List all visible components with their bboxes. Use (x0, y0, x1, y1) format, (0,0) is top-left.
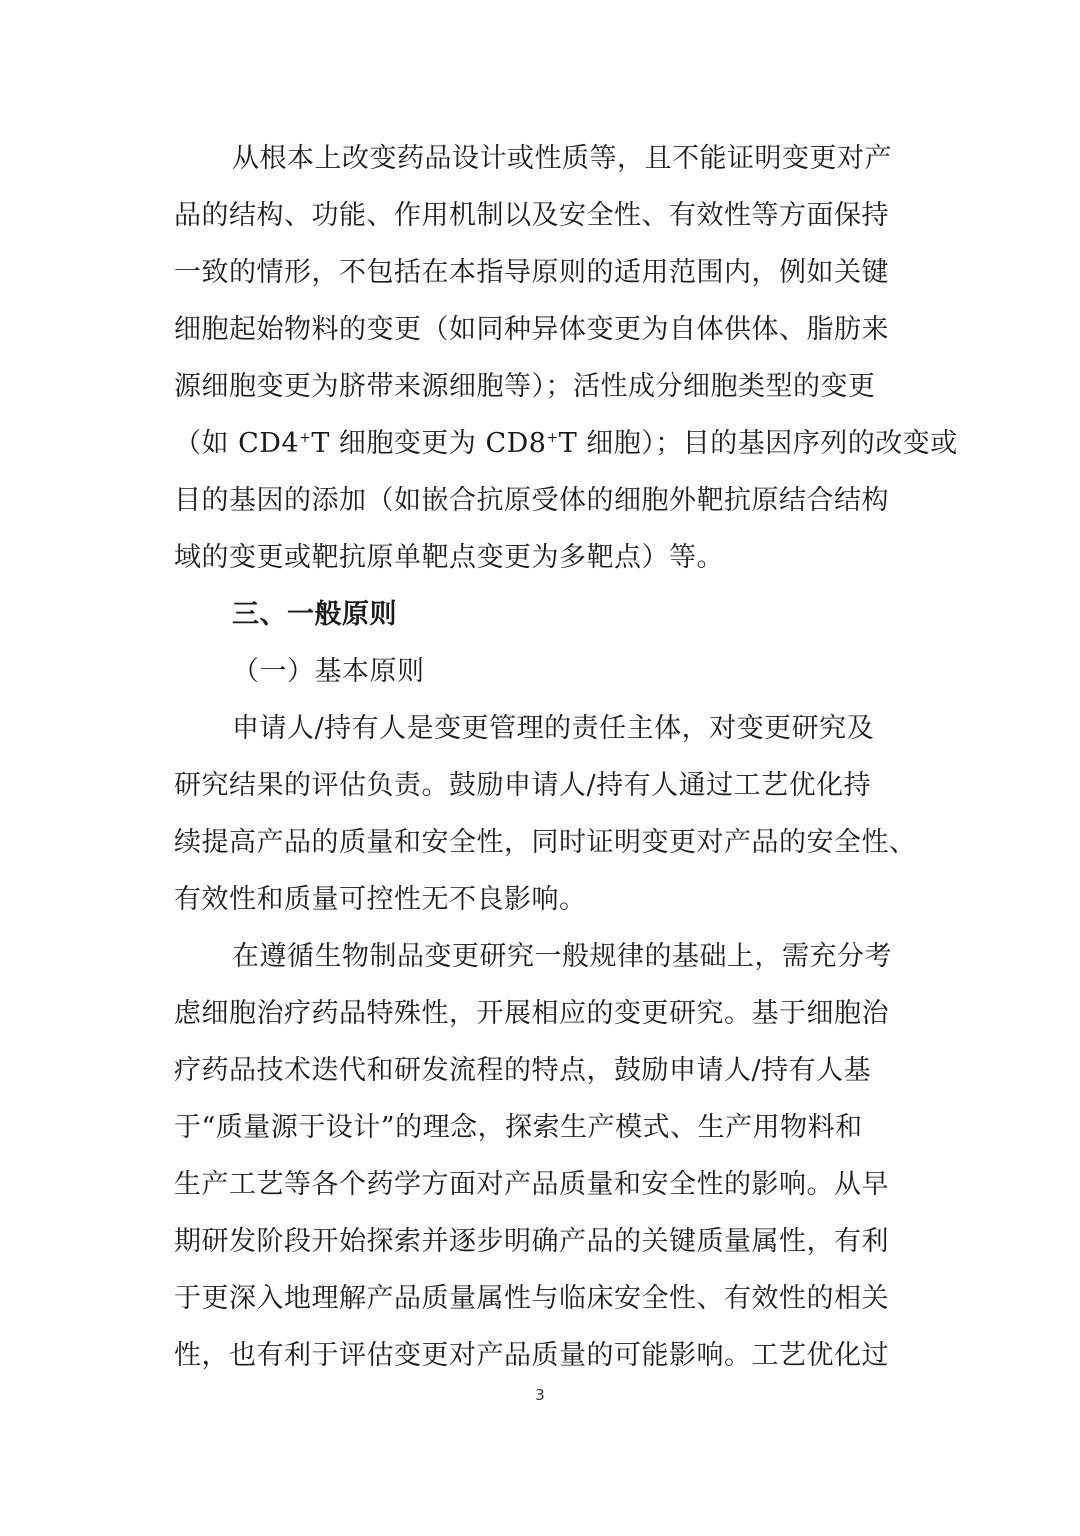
text-line: 性，也有利于评估变更对产品质量的可能影响。工艺优化过 (174, 1340, 889, 1371)
section-heading: 三、一般原则 (232, 599, 397, 630)
subsection-heading: （一）基本原则 (232, 656, 425, 687)
text-line: 疗药品技术迭代和研发流程的特点，鼓励申请人/持有人基 (174, 1055, 872, 1086)
text-line: 域的变更或靶抗原单靶点变更为多靶点）等。 (174, 542, 724, 573)
text-line: 期研发阶段开始探索并逐步明确产品的关键质量属性，有利 (174, 1226, 889, 1257)
text-line: 在遵循生物制品变更研究一般规律的基础上，需充分考 (232, 941, 892, 972)
text-line: 从根本上改变药品设计或性质等，且不能证明变更对产 (232, 143, 892, 174)
text-line: 源细胞变更为脐带来源细胞等）；活性成分细胞类型的变更 (174, 371, 876, 402)
superscript-plus: + (299, 430, 312, 446)
paragraph-quality-by-design (174, 928, 926, 1384)
text-line: 于更深入地理解产品质量属性与临床安全性、有效性的相关 (174, 1283, 889, 1314)
text-line: 于“质量源于设计”的理念，探索生产模式、生产用物料和 (174, 1112, 863, 1143)
text-line: 生产工艺等各个药学方面对产品质量和安全性的影响。从早 (174, 1169, 889, 1200)
text-fragment: （如 CD4 (174, 428, 300, 459)
page-number: 3 (535, 1386, 545, 1404)
text-line: 品的结构、功能、作用机制以及安全性、有效性等方面保持 (174, 200, 889, 231)
text-line: 细胞起始物料的变更（如同种异体变更为自体供体、脂肪来 (174, 314, 889, 345)
page-content (174, 130, 958, 1384)
text-line: 一致的情形，不包括在本指导原则的适用范围内，例如关键 (174, 257, 889, 288)
paragraph-scope-exclusions (174, 130, 958, 586)
superscript-plus: + (546, 430, 559, 446)
text-line: 续提高产品的质量和安全性，同时证明变更对产品的安全性、 (174, 827, 917, 858)
text-fragment: T 细胞）；目的基因序列的改变或 (558, 428, 958, 459)
text-fragment: T 细胞变更为 CD8 (311, 428, 547, 459)
paragraph-responsibility (174, 700, 926, 928)
text-line: 虑细胞治疗药品特殊性，开展相应的变更研究。基于细胞治 (174, 998, 889, 1029)
text-line-cd4 (174, 415, 958, 472)
text-line: 目的基因的添加（如嵌合抗原受体的细胞外靶抗原结合结构 (174, 485, 889, 516)
text-line: 申请人/持有人是变更管理的责任主体，对变更研究及 (232, 713, 875, 744)
text-line: 有效性和质量可控性无不良影响。 (174, 884, 587, 915)
text-line: 研究结果的评估负责。鼓励申请人/持有人通过工艺优化持 (174, 770, 872, 801)
